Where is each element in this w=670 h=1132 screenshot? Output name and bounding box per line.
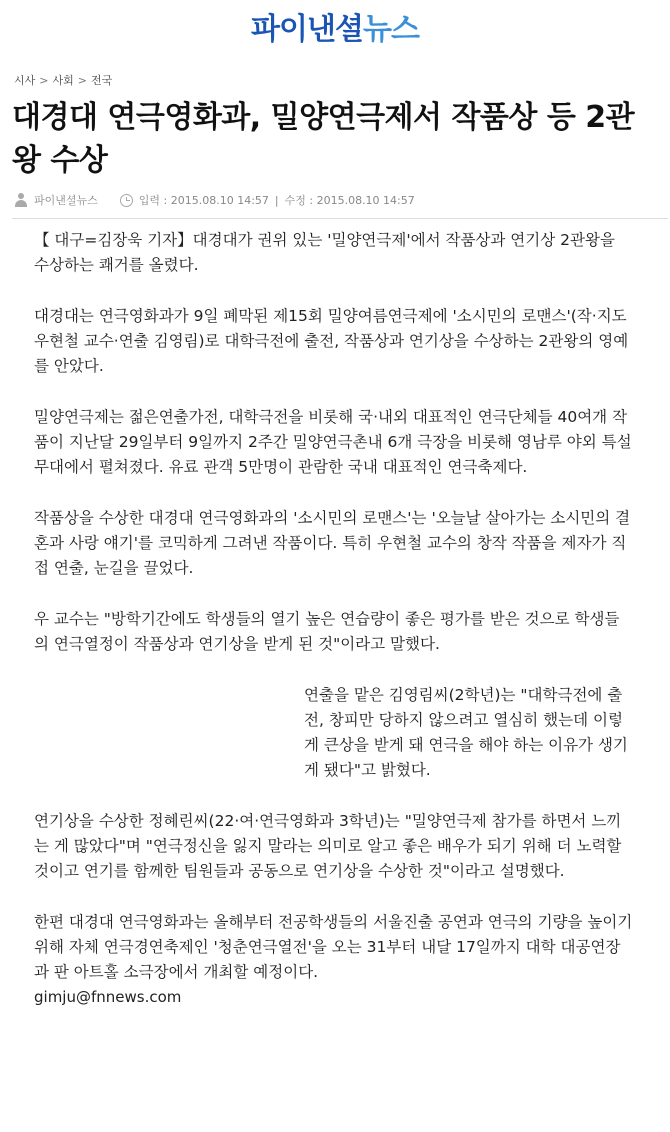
- article-paragraph: 【 대구=김장욱 기자】대경대가 권위 있는 '밀양연극제'에서 작품상과 연기상 2관왕을 수상하는 쾌거를 올렸다.: [34, 231, 615, 274]
- article-paragraph: 연기상을 수상한 정혜린씨(22·여·연극영화과 3학년)는 "밀양연극제 참가를 하면서 느끼는 게 많았다"며 "연극정신을 잃지 말라는 의미로 알고 좋은 배우가 되기 위해 더 노력할 것이고 연기를 함께한 팀원들과 공동으로 연기상을 수상한 것"이라고 설명했다.: [34, 812, 622, 880]
- article-paragraph: 대경대는 연극영화과가 9일 폐막된 제15회 밀양여름연극제에 '소시민의 로맨스'(작·지도 우현철 교수·연출 김영림)로 대학극전에 출전, 작품상과 연기상을 수상하는 2관왕의 영예를 안았다.: [34, 307, 629, 375]
- breadcrumb-item-society[interactable]: 사회: [52, 74, 74, 87]
- article-paragraph: 연출을 맡은 김영림씨(2학년)는 "대학극전에 출전, 창피만 당하지 않으려고 열심히 했는데 이렇게 큰상을 받게 돼 연극을 해야 하는 이유가 생기게 됐다"고 밝혔다.: [304, 686, 628, 779]
- article-meta: [14, 192, 415, 208]
- article-paragraph: 한편 대경대 연극영화과는 올해부터 전공학생들의 서울진출 공연과 연극의 기량을 높이기 위해 자체 연극경연축제인 '청춘연극열전'을 오는 31부터 내달 17일까지 대학 대공연장과 판 아트홀 소극장에서 개최할 예정이다.: [34, 913, 633, 981]
- updated-date: 수정 : 2015.08.10 14:57: [284, 194, 415, 207]
- person-icon: [14, 193, 28, 207]
- published-date: 입력 : 2015.08.10 14:57: [138, 194, 269, 207]
- reporter-email[interactable]: gimju@fnnews.com: [34, 988, 182, 1006]
- meta-separator: |: [274, 193, 279, 207]
- breadcrumb: [14, 72, 112, 88]
- logo-text-news: 뉴스: [362, 12, 419, 47]
- breadcrumb-item-sisa[interactable]: 시사: [14, 74, 36, 87]
- article-title: 대경대 연극영화과, 밀양연극제서 작품상 등 2관왕 수상: [12, 100, 635, 178]
- article-body: [34, 228, 634, 1010]
- logo-text-financial: 파이낸셜: [251, 12, 363, 47]
- article-paragraph: 우 교수는 "방학기간에도 학생들의 열기 높은 연습량이 좋은 평가를 받은 것으로 학생들의 연극열정이 작품상과 연기상을 받게 된 것"이라고 말했다.: [34, 610, 620, 653]
- site-logo[interactable]: [0, 10, 670, 50]
- breadcrumb-separator: >: [77, 73, 87, 87]
- article-paragraph: 작품상을 수상한 대경대 연극영화과의 '소시민의 로맨스'는 '오늘날 살아가는 소시민의 결혼과 사랑 얘기'를 코믹하게 그려낸 작품이다. 특히 우현철 교수의 창작 작품을 제자가 직접 연출, 눈길을 끌었다.: [34, 509, 631, 577]
- breadcrumb-separator: >: [39, 73, 49, 87]
- clock-icon: [120, 194, 133, 207]
- article-author: 파이낸셜뉴스: [34, 194, 98, 207]
- article-paragraph: 밀양연극제는 젊은연출가전, 대학극전을 비롯해 국·내외 대표적인 연극단체들 40여개 작품이 지난달 29일부터 9일까지 2주간 밀양연극촌내 6개 극장을 비롯해 영남루 야외 특설무대에서 펼쳐졌다. 유료 관객 5만명이 관람한 국내 대표적인 연극축제다.: [34, 408, 632, 476]
- breadcrumb-item-national[interactable]: 전국: [90, 74, 113, 87]
- meta-divider: [12, 218, 668, 219]
